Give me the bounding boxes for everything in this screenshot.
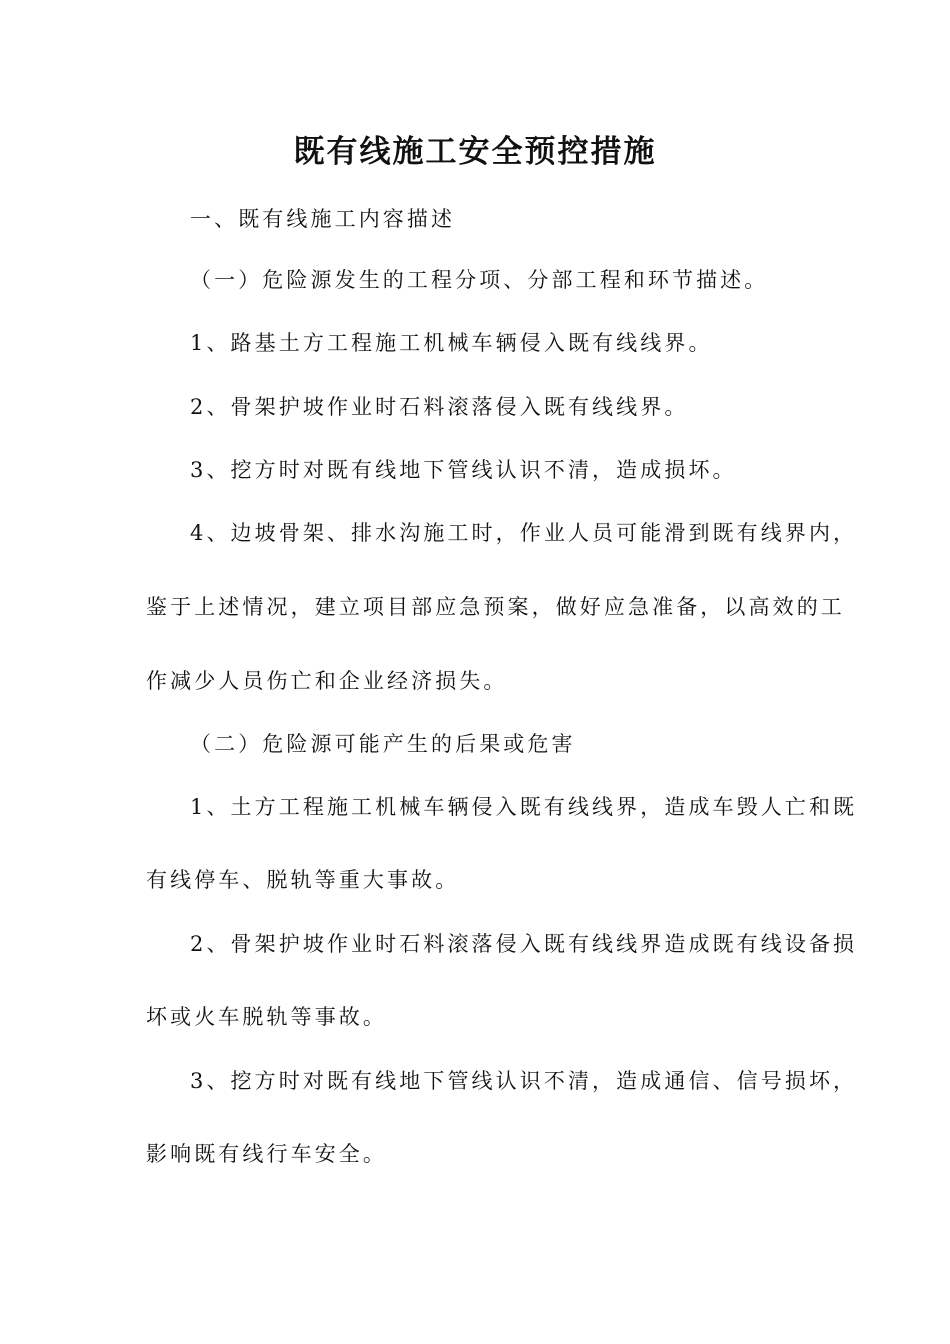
paragraph-line: 有线停车、脱轨等重大事故。 <box>146 868 460 892</box>
paragraph-line: 3、挖方时对既有线地下管线认识不清，造成损坏。 <box>190 458 737 482</box>
paragraph-line: 鉴于上述情况，建立项目部应急预案，做好应急准备，以高效的工 <box>146 595 845 619</box>
subsection-heading-2: （二）危险源可能产生的后果或危害 <box>190 732 576 756</box>
paragraph-line: 坏或火车脱轨等事故。 <box>146 1005 387 1029</box>
paragraph-line: 2、骨架护坡作业时石料滚落侵入既有线线界。 <box>190 395 689 419</box>
paragraph-line: 3、挖方时对既有线地下管线认识不清，造成通信、信号损坏， <box>190 1069 858 1093</box>
paragraph-line: 作减少人员伤亡和企业经济损失。 <box>146 669 508 693</box>
paragraph-line: 1、路基土方工程施工机械车辆侵入既有线线界。 <box>190 331 713 355</box>
subsection-heading-1: （一）危险源发生的工程分项、分部工程和环节描述。 <box>190 268 769 292</box>
paragraph-line: 1、土方工程施工机械车辆侵入既有线线界，造成车毁人亡和既 <box>190 795 858 819</box>
document-title: 既有线施工安全预控措施 <box>293 134 657 170</box>
paragraph-line: 4、边坡骨架、排水沟施工时，作业人员可能滑到既有线界内， <box>190 521 858 545</box>
paragraph-line: 2、骨架护坡作业时石料滚落侵入既有线线界造成既有线设备损 <box>190 932 858 956</box>
paragraph-line: 影响既有线行车安全。 <box>146 1142 387 1166</box>
section-heading-1: 一、既有线施工内容描述 <box>190 207 456 231</box>
